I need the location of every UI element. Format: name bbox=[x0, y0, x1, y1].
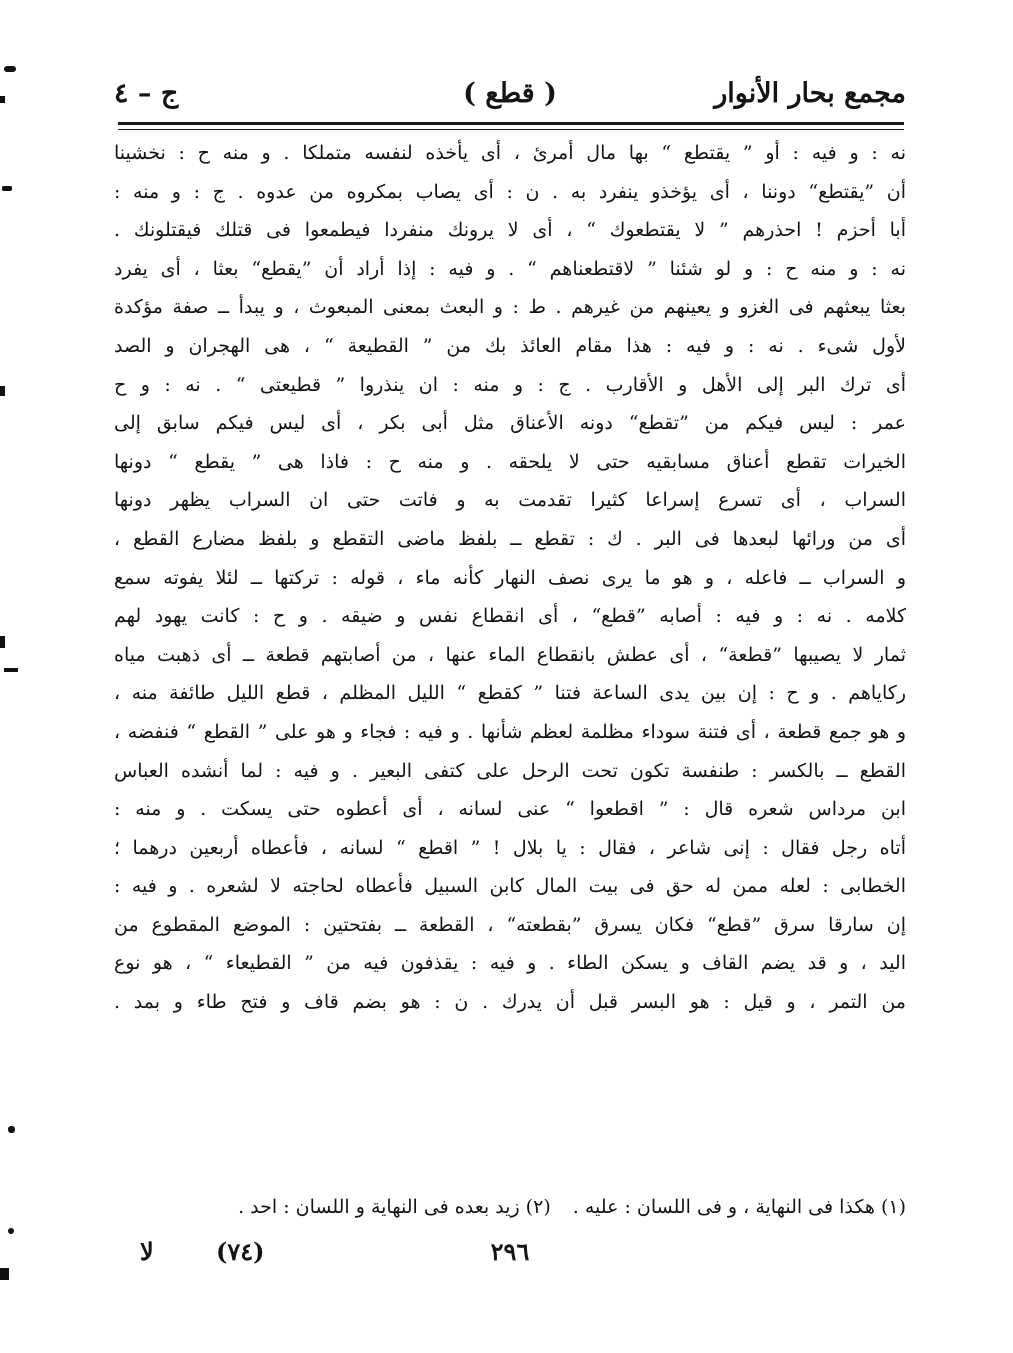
book-title: مجمع بحار الأنوار bbox=[714, 78, 906, 109]
section-heading: ( قطع ) bbox=[463, 78, 557, 109]
scan-speck bbox=[0, 636, 5, 648]
scan-speck bbox=[0, 1268, 9, 1280]
text-line: ثمار لا يصيبها ”قطعة“ ، أى عطش بانقطاع الماء عنها ، من أصابتهم قطعة ــ أى ذهبت مياه bbox=[114, 643, 906, 666]
scan-speck bbox=[4, 66, 16, 72]
scan-speck bbox=[0, 96, 5, 103]
scan-speck bbox=[8, 1228, 14, 1234]
text-line: ابن مرداس شعره قال : ” اقطعوا “ عنى لسانه ، أى أعطوه حتى يسكت . و منه : bbox=[114, 798, 906, 821]
volume-label: ج – ٤ bbox=[114, 78, 179, 109]
text-line: ركاياهم . و ح : إن بين يدى الساعة فتنا ” كقطع “ الليل المظلم ، قطع الليل طائفة منه ، bbox=[114, 682, 906, 705]
page-number: ٢٩٦ bbox=[490, 1237, 530, 1266]
text-line: و هو جمع قطعة ، أى فتنة سوداء مظلمة لعظم شأنها . و فيه : فجاء و هو على ” القطع “ فنفضه ، bbox=[114, 720, 906, 743]
text-line: نه : و فيه : أو ” يقتطع “ بها مال أمرئ ، أى يأخذه لنفسه متملكا . و منه ح : نخشينا bbox=[114, 142, 906, 164]
text-line: القطع ــ بالكسر : طنفسة تكون تحت الرحل على كتفى البعير . و فيه : لما أنشده العباس bbox=[114, 759, 906, 782]
text-line: إن سارقا سرق ”قطع“ فكان يسرق ”بقطعته“ ، القطعة ــ بفتحتين : الموضع المقطوع من bbox=[114, 913, 906, 936]
header-rule-thin bbox=[118, 129, 904, 130]
text-line: الخيرات تقطع أعناق مسابقيه حتى لا يلحقه . و منه ح : فاذا هى ” يقطع “ دونها bbox=[114, 450, 906, 473]
header-rule-thick bbox=[118, 122, 904, 125]
running-header bbox=[114, 74, 906, 114]
text-line: الخطابى : لعله ممن له حق فى بيت المال كابن السبيل فأعطاه لحاجته لا لشعره . و فيه : bbox=[114, 875, 906, 898]
text-line: أى من ورائها لبعدها فى البر . ك : تقطع ــ بلفظ ماضى التقطع و بلفظ مضارع القطع ، bbox=[114, 527, 906, 550]
scan-speck bbox=[4, 668, 18, 672]
page-footer bbox=[114, 1232, 906, 1272]
text-line: أى ترك البر إلى الأهل و الأقارب . ج : و منه : ان ينذروا ” قطيعتى “ . نه : و ح bbox=[114, 373, 906, 396]
body-text bbox=[114, 134, 906, 1022]
footnote-2: (٢) زيد بعده فى النهاية و اللسان : احد . bbox=[238, 1196, 551, 1218]
catchword: لا bbox=[140, 1237, 154, 1266]
text-line: اليد ، و قد يضم القاف و يسكن الطاء . و فيه : يقذفون فيه من ” القطيعاء “ ، هو نوع bbox=[114, 952, 906, 975]
text-line: السراب ، أى تسرع إسراعا كثيرا تقدمت به و فاتت حتى ان السراب يظهر دونها bbox=[114, 489, 906, 512]
footnote-1: (١) هكذا فى النهاية ، و فى اللسان : عليه . bbox=[572, 1196, 906, 1218]
text-line: نه : و منه ح : و لو شئنا ” لاقتطعناهم “ . و فيه : إذا أراد أن ”يقطع“ بعثا ، أى يفرد bbox=[114, 257, 906, 280]
scan-speck bbox=[0, 386, 5, 396]
text-line: عمر : ليس فيكم من ”تقطع“ دونه الأعناق مثل أبى بكر ، أى ليس فيكم سابق إلى bbox=[114, 412, 906, 435]
text-line: من التمر ، و قيل : هو البسر قبل أن يدرك . ن : هو بضم قاف و فتح طاء و بمد . bbox=[114, 991, 906, 1014]
text-line: أتاه رجل فقال : إنى شاعر ، فقال : يا بلال ! ” اقطع “ لسانه ، فأعطاه أربعين درهما ؛ bbox=[114, 836, 906, 859]
text-line: أن ”يقتطع“ دوننا ، أى يؤخذو ينفرد به . ن : أى يصاب بمكروه من عدوه . ج : و منه : bbox=[114, 180, 906, 203]
text-line: أبا أحزم ! احذرهم ” لا يقتطعوك “ ، أى لا يرونك منفردا فيطمعوا فى قتلك فيقتلونك . bbox=[114, 219, 906, 242]
text-line: كلامه . نه : و فيه : أصابه ”قطع“ ، أى انقطاع نفس و ضيقه . و ح : كانت يهود لهم bbox=[114, 605, 906, 628]
footnotes bbox=[114, 1190, 906, 1224]
signature-mark: (٧٤) bbox=[216, 1237, 265, 1266]
scan-speck bbox=[2, 186, 12, 191]
text-line: و السراب ــ فاعله ، و هو ما يرى نصف النهار كأنه ماء ، قوله : تركتها ــ لئلا يفوته سمع bbox=[114, 566, 906, 589]
text-line: بعثا يبعثهم فى الغزو و يعينهم من غيرهم . ط : و البعث بمعنى المبعوث ، و يبدأ ــ صفة مؤكدة bbox=[114, 296, 906, 319]
text-line: لأول شىء . نه : و فيه : هذا مقام العائذ بك من ” القطيعة “ ، هى الهجران و الصد bbox=[114, 334, 906, 357]
scan-speck bbox=[8, 1126, 15, 1133]
